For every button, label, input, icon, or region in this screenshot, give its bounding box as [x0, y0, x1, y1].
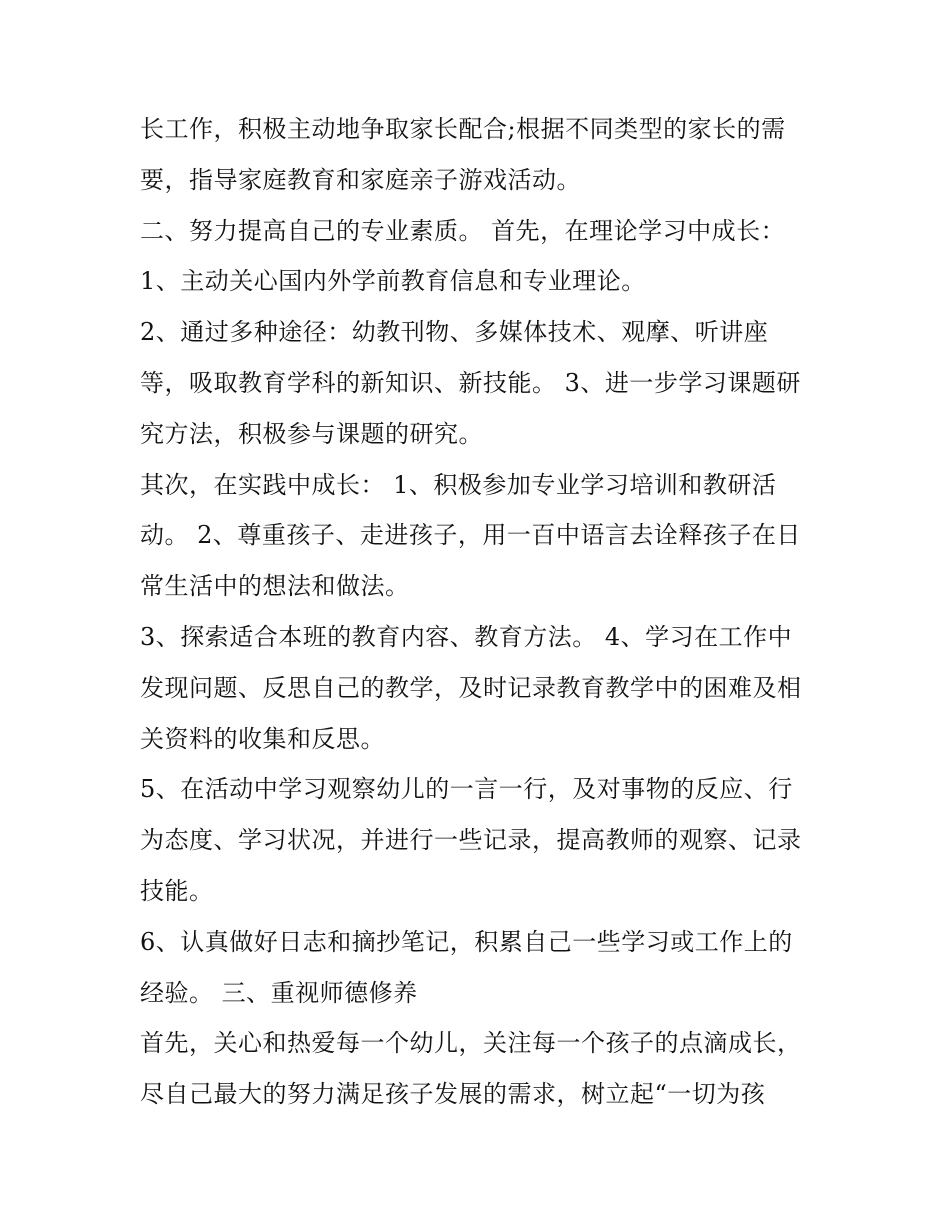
text-line: 首先，关心和热爱每一个幼儿，关注每一个孩子的点滴成长，	[140, 1029, 802, 1058]
text-line: 5、在活动中学习观察幼儿的一言一行，及对事物的反应、行	[140, 775, 793, 804]
text-line: 技能。	[140, 876, 214, 905]
text-line: 为态度、学习状况，并进行一些记录，提高教师的观察、记录	[140, 826, 802, 855]
text-line: 常生活中的想法和做法。	[140, 572, 410, 601]
text-line: 2、通过多种途径：幼教刊物、多媒体技术、观摩、听讲座	[140, 318, 769, 347]
text-line: 6、认真做好日志和摘抄笔记，积累自己一些学习或工作上的	[140, 927, 793, 956]
document-body	[140, 107, 830, 1123]
text-line: 经验。 三、重视师德修养	[140, 978, 418, 1007]
text-line: 关资料的收集和反思。	[140, 724, 385, 753]
text-line: 等，吸取教育学科的新知识、新技能。 3、进一步学习课题研	[140, 368, 801, 397]
text-line: 究方法，积极参与课题的研究。	[140, 419, 483, 448]
text-line: 二、努力提高自己的专业素质。 首先，在理论学习中成长：	[140, 216, 786, 245]
text-line: 动。 2、尊重孩子、走进孩子，用一百中语言去诠释孩子在日	[140, 521, 801, 550]
text-line: 3、探索适合本班的教育内容、教育方法。 4、学习在工作中	[140, 622, 793, 651]
text-line: 其次，在实践中成长： 1、积极参加专业学习培训和教研活	[140, 470, 777, 499]
text-line: 尽自己最大的努力满足孩子发展的需求，树立起“一切为孩	[140, 1080, 766, 1109]
text-line: 长工作，积极主动地争取家长配合;根据不同类型的家长的需	[140, 115, 786, 143]
text-line: 要，指导家庭教育和家庭亲子游戏活动。	[140, 165, 581, 194]
text-line: 发现问题、反思自己的教学，及时记录教育教学中的困难及相	[140, 673, 802, 702]
text-line: 1、主动关心国内外学前教育信息和专业理论。	[140, 267, 646, 296]
